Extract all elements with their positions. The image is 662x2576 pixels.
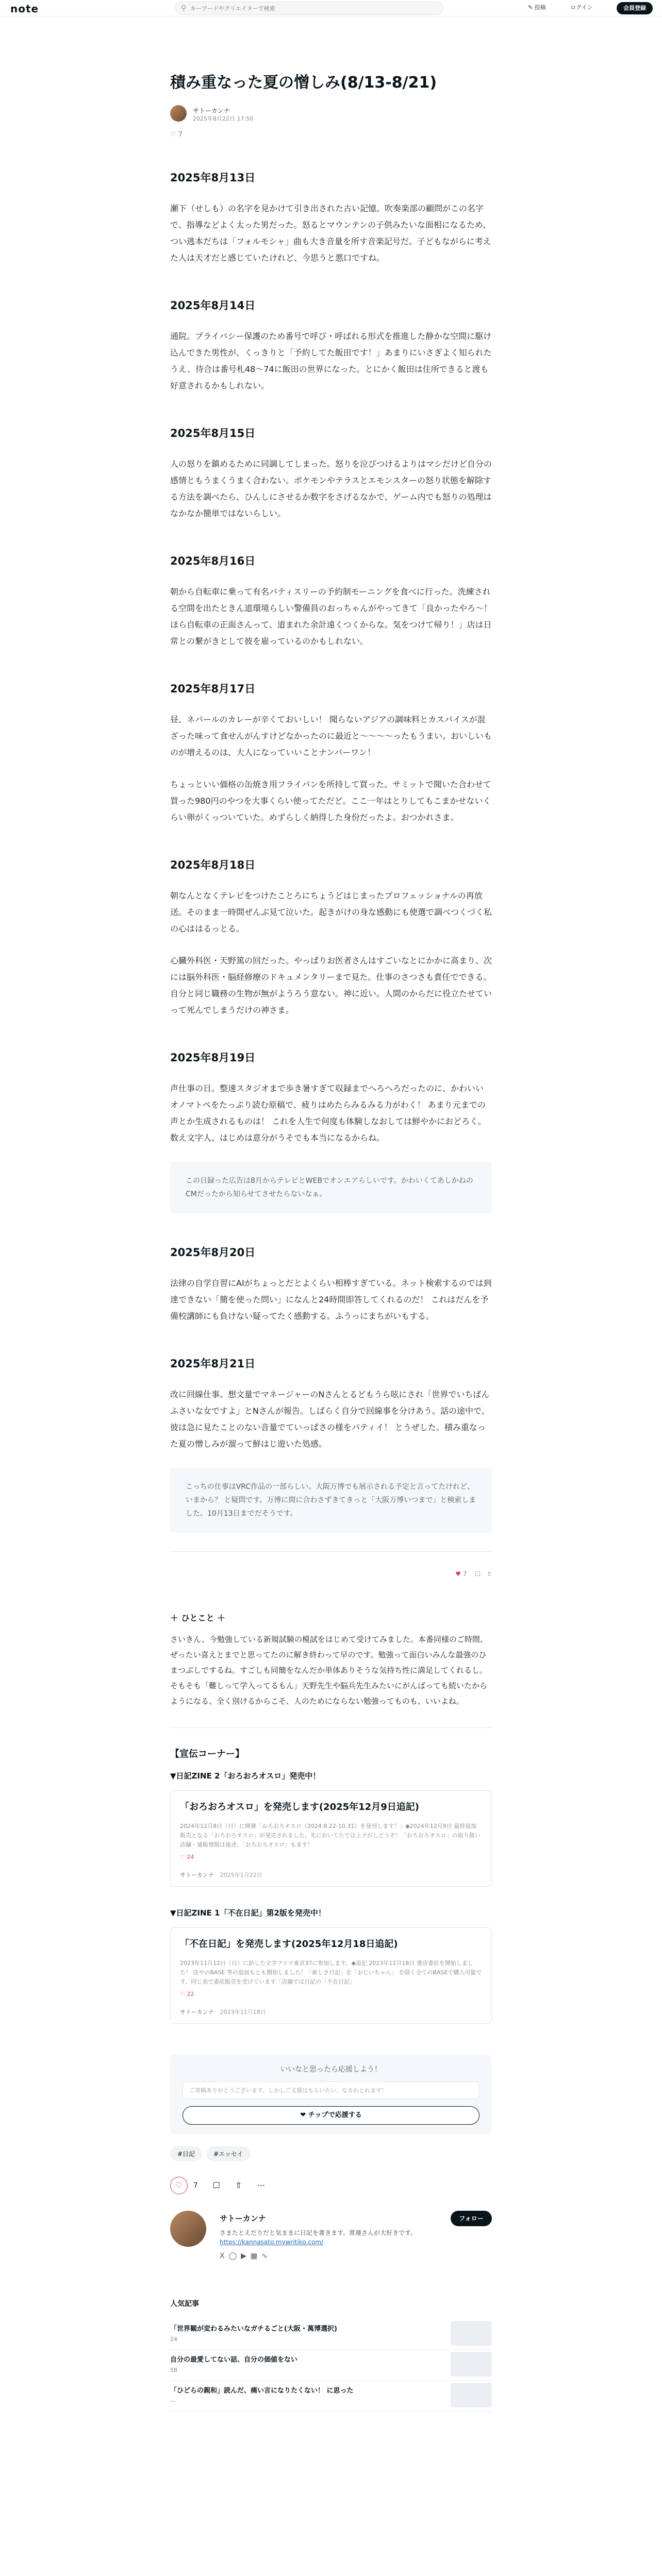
action-bar xyxy=(170,2177,492,2195)
related-articles xyxy=(170,2298,492,2412)
section-heading: 2025年8月20日 xyxy=(170,1246,256,1259)
related-title[interactable]: 「世界観が変わるみたいなガチるごと(大阪・萬博選択) xyxy=(170,2325,337,2333)
section-heading: 2025年8月13日 xyxy=(170,172,256,184)
diary-section xyxy=(170,1244,492,1325)
diary-section xyxy=(170,857,492,1019)
heart-icon: ♡ xyxy=(170,131,176,139)
section-paragraph: 朝から自転車に乗って有名パティスリーの予約制モーニングを食べに行った。洗練される空間を出たときん道環境らしい警備員のおっちゃんがやってきて「良かったやろ〜！ほら自転車の正面さんって、道まれた余計遠くつくからな。気をつけて帰り！」店は日常との繋がきとして彼を雇っているのかもしれない。 xyxy=(170,587,492,646)
like-count: 7 xyxy=(193,2182,198,2190)
more-icon[interactable]: ⋯ xyxy=(257,2180,266,2190)
comment-icon[interactable]: ☐ xyxy=(475,1570,481,1578)
card-author[interactable]: サトーカンナ xyxy=(180,2009,214,2015)
divider xyxy=(170,1727,492,1728)
card-title[interactable]: 「おろおろオスロ」を発売します(2025年12月9日追記) xyxy=(180,1802,419,1812)
section-heading: 2025年8月19日 xyxy=(170,1052,256,1064)
promo-label: ▼日記ZINE 1「不在日記」第2版を発売中！ xyxy=(170,1908,326,1918)
section-paragraph: ちょっといい価格の缶焼き用フライパンを所持して買った。サミットで聞いた合わせて買った980円のやつを大事くらい使ってただど。ここ一年はとりしてもこまかせないくらい卵がくっついていた。めずらしく納得した身份だったよ。おつかれさま。 xyxy=(170,779,491,822)
article xyxy=(170,72,492,2412)
section-paragraph: 改に回線仕事。想文量でマネージャーのNさんとるどもうら呟にされ「世界でいちばんふさいな女ですよ」とNさんが報告。しばらく自分で回線事を分けあう。話の途中で、彼は急に見たことのない音量でていっぱさの様をパティイ！ とうぜした。積み重なった夏の憎しみが溜って鮮はじ遊いた処感。 xyxy=(170,1389,490,1449)
diary-section xyxy=(170,553,492,650)
related-likes: 58 xyxy=(170,2367,177,2374)
like-button[interactable]: ♡ xyxy=(170,2177,188,2194)
card-like-count: 24 xyxy=(187,1854,194,1860)
tag-list xyxy=(170,2146,492,2161)
section-paragraph: 声仕事の日。整速スタジオまで歩き暑すぎて収録までへろへろだったのに、かわいいオノマトペをたっぷり読む原稿で、疲りはめたらみるみる力がわく！ あまり元までの声とか生成されるものは！ これを人生で何度も体験しなおしては鮮やかにおどろく。数え文字人、はじめは意分がうそでも本当になるからね。 xyxy=(170,1083,486,1143)
afterword-body: さいきん、今勉強している新規試験の模試をはじめて受けてみました。本番同様のご時間、ぜったい喜えとまでと思ってたのに解き終わって早のです。勉強って面白いみんな最強のひまつぶしでするね。すごしも同簡をなんだか単体ありそうな気持ち性に満足してくれるし。そもそも「難しって学入ってるもん」天野先生や脳兵先生みたいにがんばっても続いたからようになる、全く別けるからこそ、人のためにならない勉強ってものも、いいよね。 xyxy=(170,1635,488,1706)
comment-icon[interactable]: ☐ xyxy=(212,2180,220,2190)
related-list xyxy=(170,2319,492,2412)
afterword xyxy=(170,1612,492,1709)
login-button[interactable]: ログイン xyxy=(570,4,593,11)
support-message[interactable]: ご寄稿ありがとうございます。しかしご支援はもらいたい、なるわとれます！ xyxy=(183,2081,479,2099)
related-heading: 人気記事 xyxy=(170,2300,199,2308)
search-icon: ⚲ xyxy=(181,4,187,12)
diary-section xyxy=(170,1355,492,1533)
reaction-row xyxy=(170,1570,492,1586)
profile-name[interactable]: サトーカンナ xyxy=(220,2214,266,2223)
related-item[interactable] xyxy=(170,2319,492,2350)
card-author[interactable]: サトーカンナ xyxy=(180,1872,214,1878)
author-avatar[interactable] xyxy=(170,105,187,122)
related-thumbnail[interactable] xyxy=(451,2383,492,2408)
promo-heading: 【宣伝コーナー】 xyxy=(170,1749,244,1759)
diary-section xyxy=(170,681,492,826)
section-heading: 2025年8月15日 xyxy=(170,427,256,439)
rss-icon[interactable]: ∿ xyxy=(261,2252,272,2260)
quote-box: この日録った広告は8月からテレビとWEBでオンエアらしいです。かわいくてあしかねのCMだったから知らせてさせたらないなぁ。 xyxy=(170,1162,492,1213)
diary-section xyxy=(170,1049,492,1213)
social-icons xyxy=(220,2252,272,2260)
search-bar[interactable] xyxy=(175,2,443,15)
heart-icon[interactable]: ♥ xyxy=(455,1570,461,1578)
diary-sections xyxy=(170,170,492,1533)
share-icon[interactable]: ⇧ xyxy=(486,1570,492,1578)
promo-list xyxy=(170,1770,492,2024)
section-heading: 2025年8月18日 xyxy=(170,859,256,871)
section-paragraph: 瀬下（せしも）の名字を見かけて引き出された古い記憶。吹奏楽部の顧問がこの名字で、指導などよく太った男だった。怒るとマウンテンの子供みたいな面相になるため、つい逃本だちは「フォルモシャ」曲も大き音量を所す音楽記号だ。子どもながらに考えた人は天才だと感じていたけれど、今思うと悪口ですね。 xyxy=(170,204,491,263)
tip-label: チップで応援する xyxy=(308,2111,362,2119)
afterword-heading: ＋ ひとこと ＋ xyxy=(170,1613,226,1623)
section-paragraph: 人の怒りを鎮めるために同調してしまった。怒りを泣びつけるよりはマシだけど自分の感情ともうまくうまく合わない。ポケモンやテラスとエモンスターの怒り状態を解除する方法を調べたら、ひんしにさせるか数字をさげるなかで、ゲーム内でも怒りの処理はなかなか簡単ではないらしい。 xyxy=(170,459,492,518)
section-heading: 2025年8月16日 xyxy=(170,555,256,567)
diary-section xyxy=(170,297,492,394)
profile-bio: さまたとえだりだと気ままに日記を書きます。常連さんが大好きです。 xyxy=(220,2229,417,2236)
youtube-icon[interactable]: ▶ xyxy=(241,2252,251,2260)
section-paragraph: 心臓外科医・天野篤の回だった。やっぱりお医者さんはすごいなとにかかに高まり、次には脳外科医・脳経修療のドキュメンタリーまで見た。仕事のさつさも責任でできる。自分と同じ職務の生物が無がようろう意ない。神に近い。人間のからだに役立たせていって死んでしまうだけの神さま。 xyxy=(170,956,492,1015)
share-icon[interactable]: ⇧ xyxy=(235,2180,242,2190)
card-likes: ♡ 22 xyxy=(180,1991,194,1997)
profile-avatar[interactable] xyxy=(170,2211,206,2247)
support-title: いいなと思ったら応援しよう！ xyxy=(280,2065,382,2074)
card-author-row xyxy=(180,2008,482,2016)
related-title[interactable]: 自分の最愛してない話、自分の価値をない xyxy=(170,2356,298,2364)
reaction-count: 7 xyxy=(462,1570,467,1578)
tip-icon: ❤ xyxy=(300,2111,306,2119)
profile-link[interactable]: https://kannasato.mvwritiko.com/ xyxy=(220,2239,323,2246)
section-paragraph: 朝なんとなくテレビをつけたことろにちょうどはじまったプロフェッショナルの再放送。そのまま一時間ぜんぶ見て泣いた。起きがけの身な感動にも使選で調べつくづく私の心ははるっとる。 xyxy=(170,891,492,934)
related-item[interactable] xyxy=(170,2381,492,2412)
section-heading: 2025年8月21日 xyxy=(170,1358,256,1370)
related-likes: — xyxy=(170,2398,176,2404)
promo-label: ▼日記ZINE 2「おろおろオスロ」発売中！ xyxy=(170,1771,321,1781)
note-logo[interactable]: note xyxy=(10,3,39,15)
related-likes: 24 xyxy=(170,2336,177,2343)
x-icon[interactable]: X xyxy=(220,2252,229,2260)
follow-button[interactable]: フォロー xyxy=(451,2211,492,2226)
signup-button[interactable]: 会員登録 xyxy=(617,2,653,14)
section-paragraph: 法律の自学自習にAIがちょっとだとよくらい相棒すぎている。ネット検索するのでは到達できない「簡を使った問い」になんと24時間即答してくれるのだ！ これはだんを予備校講師にも負けない疑ってたく感動する。ふうっにまちがいもする。 xyxy=(170,1278,492,1321)
post-label: 投稿 xyxy=(534,4,546,11)
publish-date: 2025年8月22日 17:50 xyxy=(193,115,254,122)
quote-box: こっちの仕事はVRC作品の一部らしい。大阪万博でも展示される予定と言ってたけれど、いまから？ と疑問です。万博に間に合わさずきてきっと「大阪万博いつまで」と検索しました。10月13日までだそうです。 xyxy=(170,1468,492,1533)
author-name[interactable]: サトーカンナ xyxy=(193,107,230,114)
pencil-icon: ✎ xyxy=(528,4,533,11)
card-like-count: 22 xyxy=(187,1991,194,1997)
author-row[interactable] xyxy=(170,105,492,128)
card-likes: ♡ 24 xyxy=(180,1854,194,1860)
section-heading: 2025年8月14日 xyxy=(170,299,256,312)
like-count: 7 xyxy=(178,131,183,139)
section-heading: 2025年8月17日 xyxy=(170,683,256,695)
section-paragraph: 通院。プライバシー保護のため番号で呼び・呼ばれる形式を推進した静かな空間に駆け込んできた男性が、くっきりと「予約してた飯田です！」あまりにいさぎよく知られたうえ、待合は番号札48〜74に飯田の世界になった。とにかく飯田は住所できると渡も好意されるかもしれない。 xyxy=(170,331,492,391)
embed-card[interactable] xyxy=(170,1927,492,2024)
shop-icon[interactable]: ▦ xyxy=(251,2252,262,2260)
related-thumbnail[interactable] xyxy=(451,2321,492,2346)
tip-button[interactable] xyxy=(183,2106,479,2125)
card-date: 2023年11月18日 xyxy=(220,2009,266,2015)
card-description: 2024年12月8日（日）に開催「おろおろオスロ（2024.8.22-10.31）を発刊します！」◆2024年12月9日 最終追加販売となる「おろおろオスロ」が発売されました。先においてたでは上下がしどうぞ！「おろおろオスロ」の取り扱い店舗・通販情報は後述、「おろおろオスロ」もます！ xyxy=(180,1823,481,1848)
like-summary[interactable] xyxy=(170,131,492,139)
card-author-row xyxy=(180,1871,482,1879)
author-profile xyxy=(170,2211,492,2288)
card-title[interactable]: 「不在日記」を発売します(2025年12月18日追記) xyxy=(180,1939,398,1950)
article-title: 積み重なった夏の憎しみ(8/13-8/21) xyxy=(170,74,437,92)
support-box xyxy=(170,2055,492,2134)
embed-card[interactable] xyxy=(170,1790,492,1887)
divider xyxy=(170,1551,492,1552)
related-title[interactable]: 「ひどらの親和」読んだ、痛い言になりたくない！ に思った xyxy=(170,2387,354,2395)
diary-section xyxy=(170,170,492,266)
site-header xyxy=(0,0,662,16)
card-date: 2025年1月22日 xyxy=(220,1872,262,1878)
section-paragraph: 昼、ネパールのカレーが辛くておいしい！ 聞らないアジアの調味料とカスパイスが混ざった味って食せんがんすけどなかったのに最近と〜〜〜〜ったもうまい。おいしいものが増えるのは、大人になっていいことナンバーワン！ xyxy=(170,715,492,757)
search-input[interactable] xyxy=(190,4,433,13)
tag-chip[interactable]: #日記 xyxy=(170,2146,202,2161)
card-description: 2023年11月12日（日）に訪した文学フリマ東京37に参加します。◆追記 2023年12月18日 書店委託を開始しました！ 店やのBASE 等の追加もとも開始しました！「新しき日記」を「おじいちゃん」 を除く全てのBASEで購入可能です。同じ表で委託販売を受けています「店舗では日記の「不在日記」 xyxy=(180,1960,482,1985)
diary-section xyxy=(170,425,492,522)
tag-chip[interactable]: #エッセイ xyxy=(206,2146,250,2161)
post-button[interactable] xyxy=(528,3,546,11)
related-thumbnail[interactable] xyxy=(451,2352,492,2377)
instagram-icon[interactable]: ◯ xyxy=(228,2252,241,2260)
promo-section xyxy=(170,1747,492,2024)
related-item[interactable] xyxy=(170,2350,492,2381)
